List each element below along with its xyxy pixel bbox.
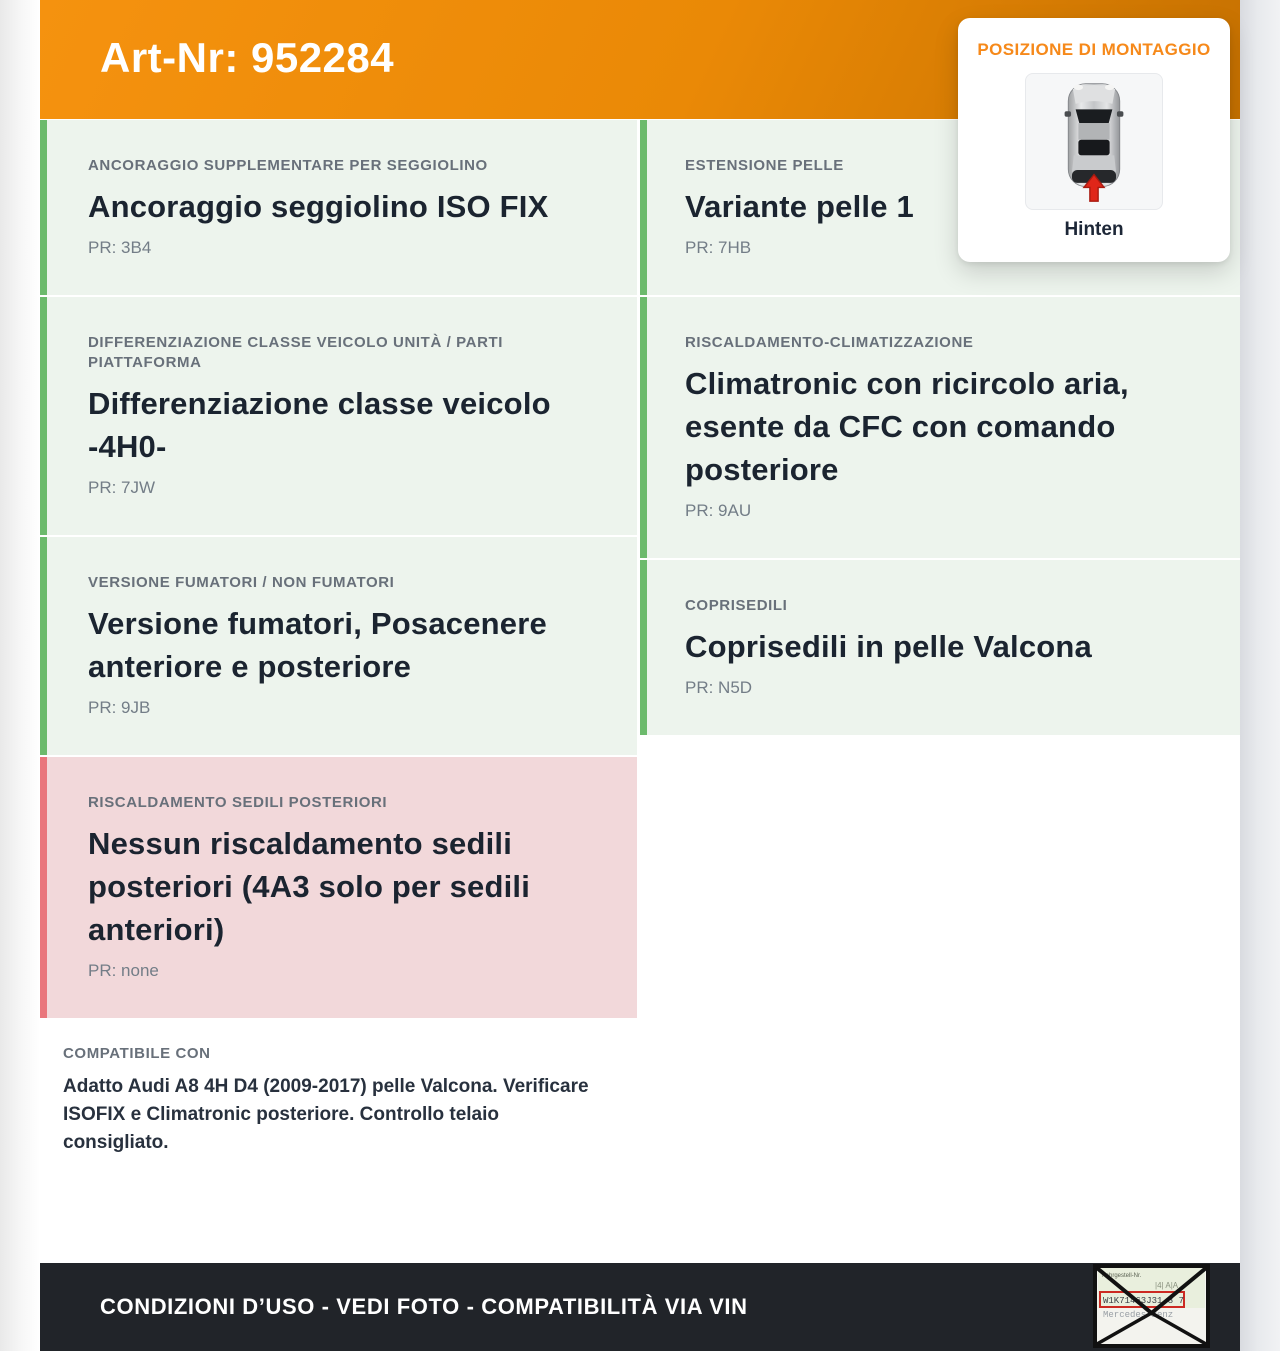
compatibility-card <box>40 1020 637 1175</box>
option-pr-code: PR: 9JB <box>88 698 151 717</box>
option-title: Variante pelle 1 <box>685 189 914 224</box>
option-card-present <box>640 297 1240 558</box>
option-card-present <box>40 120 637 295</box>
option-title: Nessun riscaldamento sedili posteriori (4A3 solo per sedili anteriori) <box>88 826 531 947</box>
option-pr-code: PR: none <box>88 961 159 980</box>
footer-bar <box>40 1263 1240 1351</box>
option-title: Versione fumatori, Posacenere anteriore e posteriore <box>88 606 547 684</box>
compatibility-category-label: COMPATIBILE CON <box>63 1045 211 1062</box>
option-category-label: DIFFERENZIAZIONE CLASSE VEICOLO UNITÀ / PARTI PIATTAFORMA <box>88 334 504 371</box>
page-left-margin <box>0 0 40 1351</box>
article-number-title: Art-Nr: 952284 <box>100 34 395 81</box>
option-category-label: COPRISEDILI <box>685 597 788 614</box>
mounting-position-card <box>958 18 1230 262</box>
option-card-present <box>640 560 1240 735</box>
vin-number: W1K71463J31 8 7 <box>1103 1296 1185 1306</box>
footer-notice-text: CONDIZIONI D’USO - VEDI FOTO - COMPATIBILITÀ VIA VIN <box>100 1294 748 1319</box>
mounting-position-title: POSIZIONE DI MONTAGGIO <box>977 40 1211 59</box>
option-category-label: ESTENSIONE PELLE <box>685 157 844 174</box>
option-pr-code: PR: 7HB <box>685 238 752 257</box>
option-title: Climatronic con ricircolo aria, esente da CFC con comando posteriore <box>685 366 1129 487</box>
mounting-position-label: Hinten <box>1064 219 1124 240</box>
svg-text:|4| A|A: |4| A|A <box>1155 1281 1179 1290</box>
option-title: Differenziazione classe veicolo -4H0- <box>88 386 551 464</box>
option-category-label: RISCALDAMENTO-CLIMATIZZAZIONE <box>685 334 974 351</box>
vin-brand: Mercedes-Benz <box>1103 1310 1174 1320</box>
compatibility-text: Adatto Audi A8 4H D4 (2009-2017) pelle Valcona. Verificare ISOFIX e Climatronic posteriore. Controllo telaio consigliato. <box>63 1076 589 1153</box>
option-title: Coprisedili in pelle Valcona <box>685 629 1092 664</box>
left-card-list <box>40 120 637 1018</box>
envelope-over-registration-icon <box>1093 1264 1210 1348</box>
option-category-label: ANCORAGGIO SUPPLEMENTARE PER SEGGIOLINO <box>88 157 488 174</box>
option-pr-code: PR: 9AU <box>685 501 752 520</box>
option-category-label: RISCALDAMENTO SEDILI POSTERIORI <box>88 794 388 811</box>
vin-doc-label: Fahrgestell-Nr. <box>1102 1273 1142 1279</box>
option-pr-code: PR: N5D <box>685 678 753 697</box>
option-card-absent <box>40 757 637 1018</box>
listing-sheet <box>40 0 1240 1351</box>
option-card-present <box>40 297 637 535</box>
option-title: Ancoraggio seggiolino ISO FIX <box>88 189 549 224</box>
option-card-present <box>40 537 637 755</box>
option-pr-code: PR: 7JW <box>88 478 156 497</box>
option-category-label: VERSIONE FUMATORI / NON FUMATORI <box>88 574 395 591</box>
car-top-view-icon <box>1041 80 1147 204</box>
option-pr-code: PR: 3B4 <box>88 238 152 257</box>
options-column-left <box>40 120 637 1175</box>
page-right-margin <box>1240 0 1280 1351</box>
car-position-image-frame <box>1025 73 1163 210</box>
options-grid <box>40 120 1240 1175</box>
